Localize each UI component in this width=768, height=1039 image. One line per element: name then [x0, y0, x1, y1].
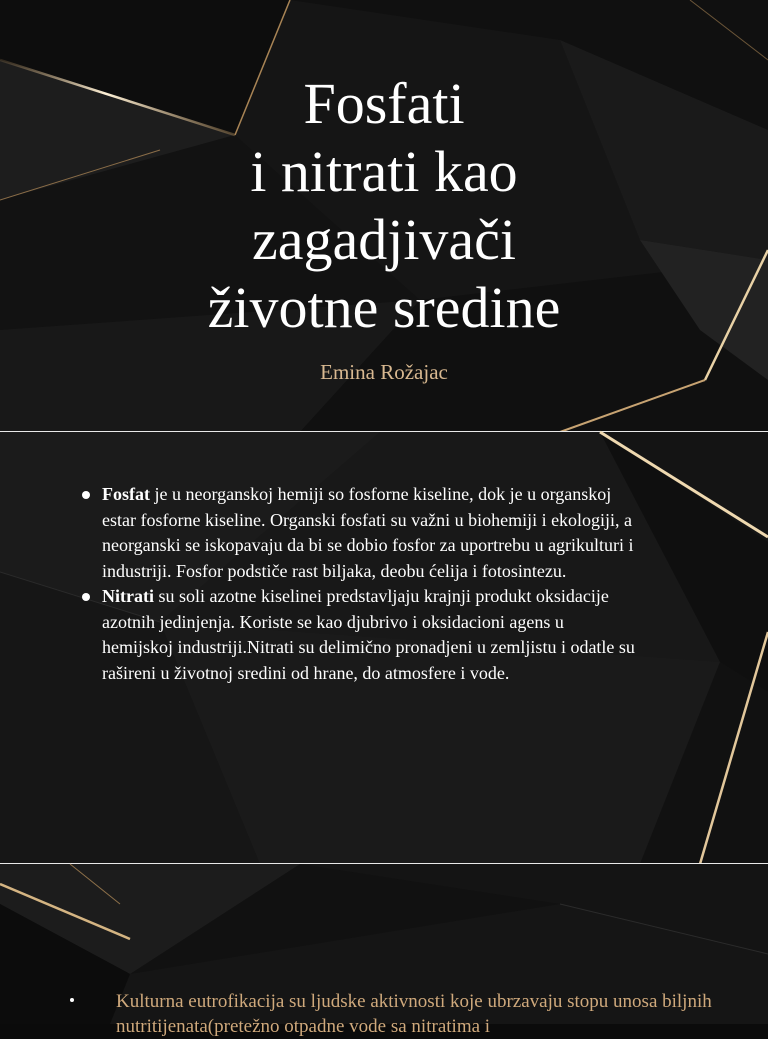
- author-subtitle: Emina Rožajac: [320, 360, 448, 384]
- title-line: Fosfati: [303, 71, 465, 136]
- term-fosfat: Fosfat: [102, 484, 150, 504]
- list-item: [60, 989, 720, 1039]
- title-line: i nitrati kao: [250, 139, 518, 204]
- term-nitrati: Nitrati: [102, 586, 154, 606]
- bullet-icon: [70, 998, 74, 1002]
- bullet-text: Kulturna eutrofikacija su ljudske aktivnosti koje ubrzavaju stopu unosa biljnih nutritijenata(pretežno otpadne vode sa nitratima i: [116, 991, 712, 1037]
- title-line: životne sredine: [207, 275, 561, 340]
- list-item: [78, 584, 638, 686]
- slide-content: [0, 432, 768, 864]
- bullet-list: [60, 989, 720, 1039]
- bullet-text: je u neorganskoj hemiji so fosforne kiseline, dok je u organskoj estar fosforne kiseline. Organski fosfati su važni u biohemiji i ekologiji, a neorganski se iskopavaju da bi se dobio fosfor za uportrebu u agrikulturi i industriji. Fosfor podstiče rast biljaka, deobu ćelija i fotosintezu.: [102, 484, 634, 581]
- slide-title: [0, 0, 768, 432]
- bullet-text: su soli azotne kiselinei predstavljaju krajnji produkt oksidacije azotnih jedinjenja. Koriste se kao djubrivo i oksidacioni agens u hemijskoj industriji.Nitrati su delimično pronadjeni u zemljistu i odatle su rašireni u životnoj sredini od hrane, do atmosfere i vode.: [102, 586, 635, 683]
- bullet-list: [78, 482, 638, 686]
- bullet-icon: [82, 593, 90, 601]
- title-line: zagadjivači: [251, 207, 517, 272]
- bullet-icon: [82, 491, 90, 499]
- slide-title-heading: [0, 70, 768, 342]
- list-item: [78, 482, 638, 584]
- slide-eutrophication: [0, 864, 768, 1037]
